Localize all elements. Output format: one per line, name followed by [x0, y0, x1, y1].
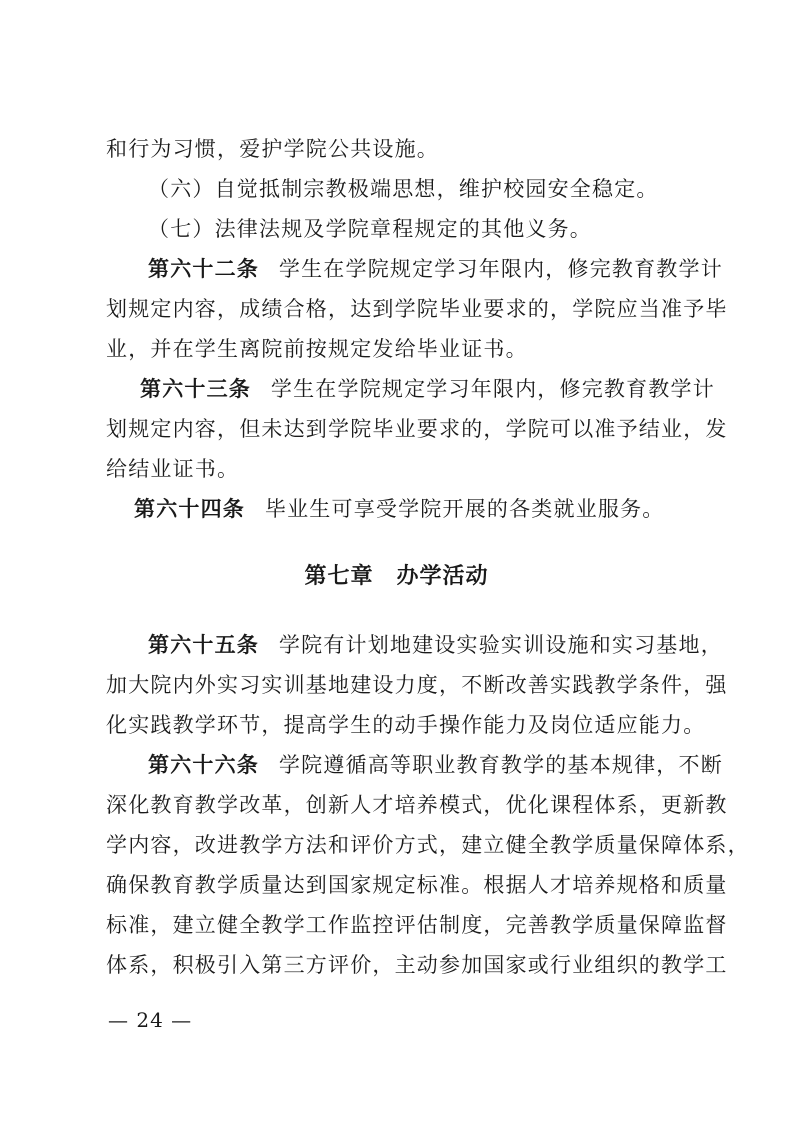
text-line: 学内容，改进教学方法和评价方式，建立健全教学质量保障体系，: [106, 833, 750, 857]
page-number: — 24 —: [108, 1008, 193, 1032]
text-line: 和行为习惯，爱护学院公共设施。: [106, 137, 439, 161]
article-title: 第六十六条: [148, 753, 259, 777]
article-62: [148, 254, 723, 284]
text-line: 体系，积极引入第三方评价，主动参加国家或行业组织的教学工: [106, 953, 728, 977]
article-63: [140, 374, 715, 404]
list-item-seven: （七）法律法规及学院章程规定的其他义务。: [148, 217, 592, 241]
text-line: 深化教育教学改革，创新人才培养模式，优化课程体系，更新教: [106, 793, 728, 817]
article-title: 第六十二条: [148, 257, 259, 281]
text-line: 划规定内容，但未达到学院毕业要求的，学院可以准予结业，发: [106, 417, 728, 441]
text-line: 标准，建立健全教学工作监控评估制度，完善教学质量保障监督: [106, 913, 728, 937]
article-64: [134, 494, 696, 524]
article-title: 第六十三条: [140, 377, 251, 401]
text-line: 业，并在学生离院前按规定发给毕业证书。: [106, 337, 528, 361]
chapter-heading: 第七章 办学活动: [304, 564, 489, 589]
text-line: 给结业证书。: [106, 457, 240, 481]
article-text: 学生在学院规定学习年限内，修完教育教学计: [278, 257, 723, 281]
text-line: 划规定内容，成绩合格，达到学院毕业要求的，学院应当准予毕: [106, 297, 728, 321]
article-66: [148, 750, 723, 780]
article-title: 第六十五条: [148, 633, 259, 657]
article-text: 学院有计划地建设实验实训设施和实习基地，: [278, 633, 723, 657]
article-65: [148, 630, 723, 660]
text-line: 化实践教学环节，提高学生的动手操作能力及岗位适应能力。: [106, 713, 706, 737]
article-text: 毕业生可享受学院开展的各类就业服务。: [264, 497, 665, 521]
list-item-six: （六）自觉抵制宗教极端思想，维护校园安全稳定。: [148, 177, 659, 201]
article-text: 学院遵循高等职业教育教学的基本规律，不断: [278, 753, 723, 777]
article-title: 第六十四条: [134, 497, 245, 521]
text-line: 加大院内外实习实训基地建设力度，不断改善实践教学条件，强: [106, 673, 728, 697]
text-line: 确保教育教学质量达到国家规定标准。根据人才培养规格和质量: [106, 873, 728, 897]
article-text: 学生在学院规定学习年限内，修完教育教学计: [270, 377, 715, 401]
